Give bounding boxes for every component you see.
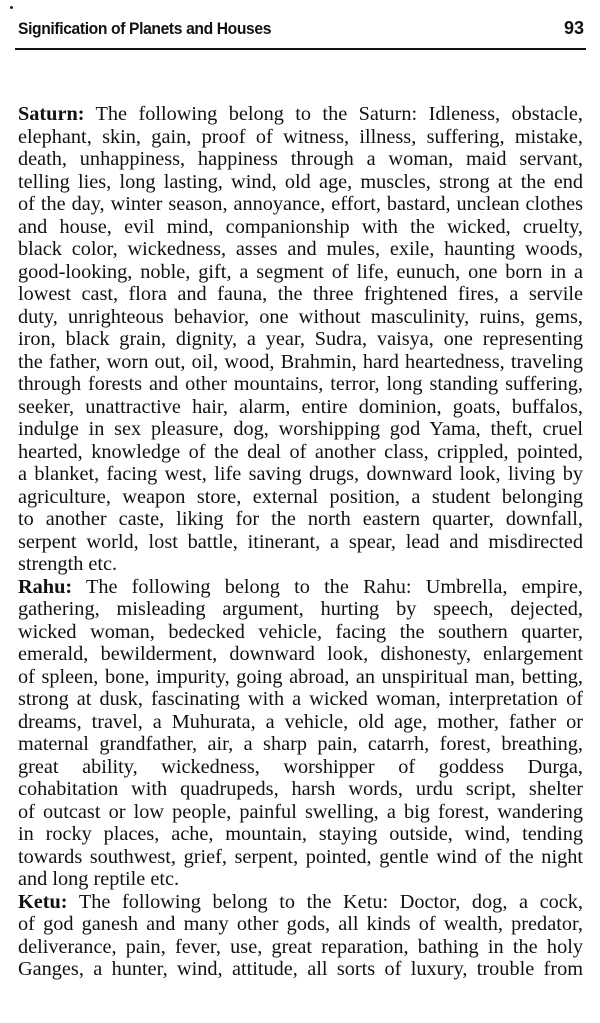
line-text: in rocky places, ache, mountain, staying outside, wind, tending — [18, 823, 583, 845]
line-text: good-looking, noble, gift, a segment of life, eunuch, one born in a — [18, 260, 583, 283]
paragraph-line — [18, 778, 583, 801]
paragraph-line — [18, 418, 583, 441]
line-text: through forests and other mountains, terror, long standing suffering, — [18, 373, 583, 395]
line-text: a blanket, facing west, life saving drugs, downward look, living by — [18, 463, 583, 485]
line-text: seeker, unattractive hair, alarm, entire dominion, goats, buffalos, — [18, 395, 583, 418]
paragraph-line — [18, 598, 583, 621]
paragraph-line — [18, 171, 583, 194]
line-text: lowest cast, flora and fauna, the three frightened fires, a servile — [18, 283, 583, 305]
paragraph-line — [18, 306, 583, 329]
paragraph-line — [18, 283, 583, 306]
page-body — [18, 103, 583, 981]
paragraph-line — [18, 868, 583, 891]
paragraph-line — [18, 688, 583, 711]
line-text: strength etc. — [18, 553, 118, 575]
line-text: towards southwest, grief, serpent, pointed, gentle wind of the night — [18, 845, 583, 868]
line-text: hearted, knowledge of the deal of another class, crippled, pointed, — [18, 440, 583, 463]
line-text: wicked woman, bedecked vehicle, facing the southern quarter, — [18, 620, 583, 643]
paragraph-line — [18, 216, 583, 239]
paragraph-line — [18, 463, 583, 486]
line-text: Ganges, a hunter, wind, attitude, all sorts of luxury, trouble from — [18, 958, 583, 980]
line-text: iron, black grain, dignity, a year, Sudra, vaisya, one representing — [18, 328, 583, 350]
line-text: The following belong to the Ketu: Doctor, dog, a cock, — [78, 890, 583, 913]
line-text: telling lies, long lasting, wind, old age, muscles, strong at the end — [18, 170, 583, 193]
line-text: dreams, travel, a Muhurata, a vehicle, old age, mother, father or — [18, 710, 583, 733]
paragraph-line — [18, 936, 583, 959]
line-text: of outcast or low people, painful swelling, a big forest, wandering — [18, 800, 583, 823]
header-rule — [15, 48, 586, 50]
paragraph-line — [18, 486, 583, 509]
paragraph-line — [18, 531, 583, 554]
line-text: The following belong to the Saturn: Idleness, obstacle, — [95, 103, 583, 125]
planet-label: Ketu: — [18, 890, 68, 913]
paragraph-line — [18, 193, 583, 216]
line-text: the father, worn out, oil, wood, Brahmin, hard heartedness, traveling — [18, 350, 583, 373]
line-text: black color, wickedness, asses and mules, exile, haunting woods, — [18, 238, 583, 260]
page-number: 93 — [563, 18, 584, 38]
paragraph-first-line — [18, 103, 583, 126]
paragraph-line — [18, 756, 583, 779]
scan-speck — [10, 6, 13, 9]
paragraph-line — [18, 553, 583, 576]
line-text: The following belong to the Rahu: Umbrella, empire, — [85, 575, 583, 598]
planet-label: Saturn: — [18, 103, 85, 125]
paragraph-line — [18, 913, 583, 936]
paragraph-line — [18, 958, 583, 981]
line-text: gathering, misleading argument, hurting by speech, dejected, — [18, 598, 583, 620]
paragraph-line — [18, 328, 583, 351]
paragraph-line — [18, 846, 583, 869]
line-text: strong at dusk, fascinating with a wicked woman, interpretation of — [18, 688, 583, 710]
line-text: deliverance, pain, fever, use, great reparation, bathing in the holy — [18, 935, 583, 958]
line-text: to another caste, liking for the north eastern quarter, downfall, — [18, 508, 583, 530]
paragraph-line — [18, 508, 583, 531]
running-header-title: Signification of Planets and Houses — [18, 19, 272, 38]
paragraph-line — [18, 801, 583, 824]
line-text: great ability, wickedness, worshipper of goddess Durga, — [18, 755, 583, 778]
paragraph-line — [18, 621, 583, 644]
line-text: maternal grandfather, air, a sharp pain, catarrh, forest, breathing, — [18, 733, 583, 755]
paragraph-line — [18, 238, 583, 261]
line-text: death, unhappiness, happiness through a woman, maid servant, — [18, 148, 583, 170]
paragraph-first-line — [18, 891, 583, 914]
line-text: cohabitation with quadrupeds, harsh words, urdu script, shelter — [18, 778, 583, 800]
paragraph-line — [18, 148, 583, 171]
paragraph-line — [18, 373, 583, 396]
line-text: indulge in sex pleasure, dog, worshipping god Yama, theft, cruel — [18, 418, 583, 440]
paragraph-line — [18, 261, 583, 284]
line-text: duty, unrighteous behavior, one without masculinity, ruins, gems, — [18, 305, 583, 328]
line-text: and long reptile etc. — [18, 868, 180, 890]
paragraph-line — [18, 643, 583, 666]
line-text: emerald, bewilderment, downward look, dishonesty, enlargement — [18, 643, 583, 665]
line-text: of the day, winter season, annoyance, effort, bastard, unclean clothes — [18, 193, 583, 215]
line-text: elephant, skin, gain, proof of witness, illness, suffering, mistake, — [18, 125, 583, 148]
line-text: serpent world, lost battle, itinerant, a spear, lead and misdirected — [18, 530, 583, 553]
paragraph-line — [18, 823, 583, 846]
line-text: and house, evil mind, companionship with the wicked, cruelty, — [18, 215, 583, 238]
paragraph-line — [18, 126, 583, 149]
paragraph-line — [18, 396, 583, 419]
paragraph-line — [18, 351, 583, 374]
paragraph-line — [18, 441, 583, 464]
paragraph-line — [18, 711, 583, 734]
line-text: agriculture, weapon store, external position, a student belonging — [18, 485, 583, 508]
paragraph-line — [18, 733, 583, 756]
paragraph-first-line — [18, 576, 583, 599]
paragraph-line — [18, 666, 583, 689]
line-text: of spleen, bone, impurity, going abroad, an unspiritual man, betting, — [18, 665, 583, 688]
line-text: of god ganesh and many other gods, all kinds of wealth, predator, — [18, 913, 583, 935]
planet-label: Rahu: — [18, 575, 73, 598]
